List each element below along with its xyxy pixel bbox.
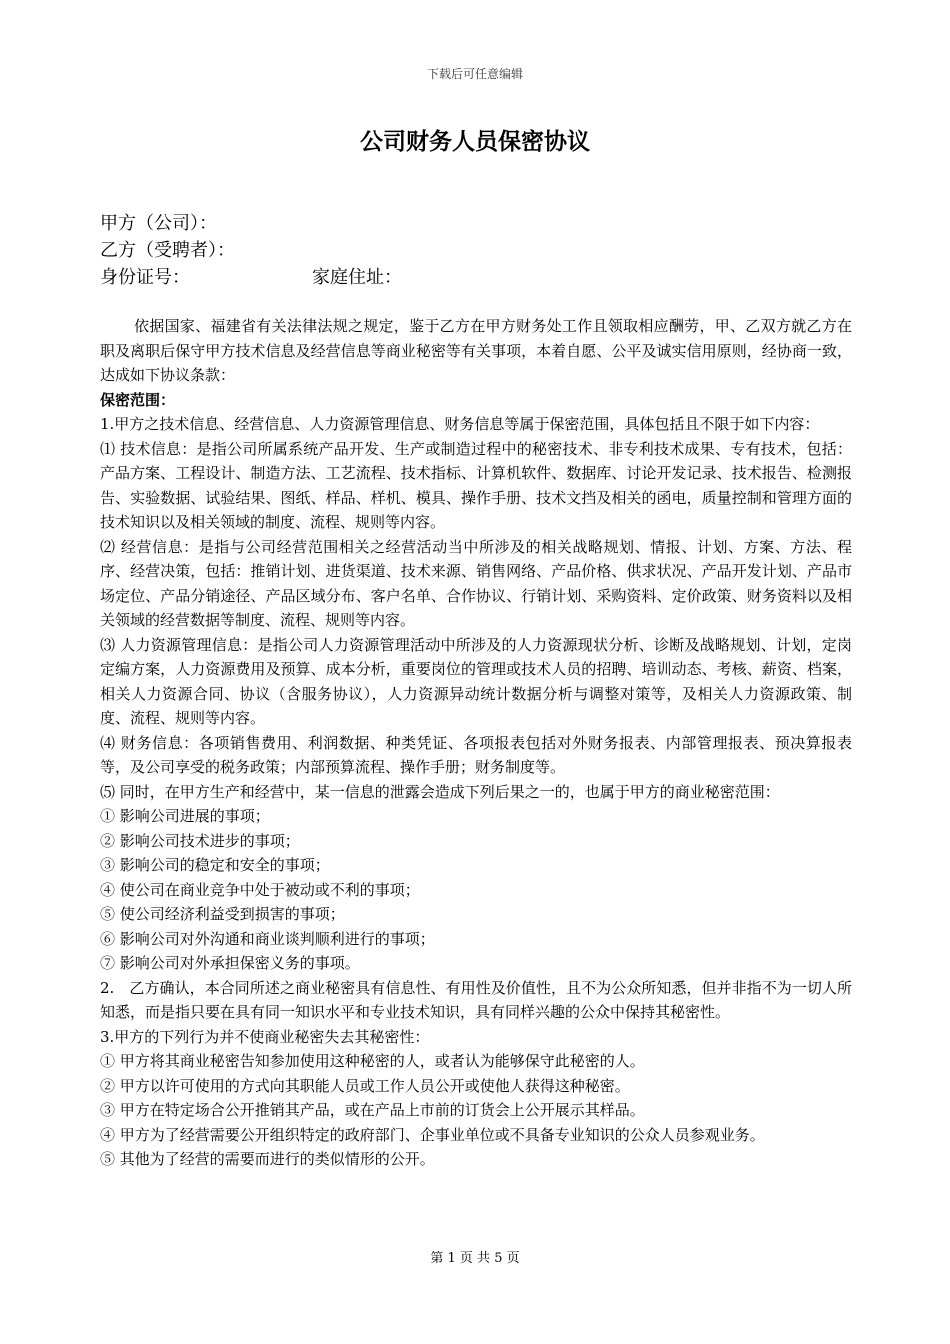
info-item: ⑸ 同时，在甲方生产和经营中，某一信息的泄露会造成下列后果之一的，也属于甲方的商业秘密范围： bbox=[100, 782, 780, 801]
header-note: 下载后可任意编辑 bbox=[426, 67, 523, 81]
consequence-item: ④ 使公司在商业竞争中处于被动或不利的事项； bbox=[100, 880, 420, 899]
scope-heading: 保密范围： bbox=[100, 390, 176, 409]
exception-item: ④ 甲方为了经营需要公开组织特定的政府部门、企事业单位或不具备专业知识的公众人员参观业务。 bbox=[100, 1125, 765, 1144]
info-item: ⑴ 技术信息：是指公司所属系统产品开发、生产或制造过程中的秘密技术、非专利技术成果、专有技术，包括：产品方案、工程设计、制造方法、工艺流程、技术指标、计算机软件、数据库、讨论开发记录、技术报告、检测报告、实验数据、试验结果、图纸、样品、样机、模具、操作手册、技术文挡及相关的函电，质量控制和管理方面的技术知识以及相关领域的制度、流程、规则等内容。 bbox=[100, 439, 852, 531]
parties-block bbox=[100, 210, 860, 291]
exception-item: ⑤ 其他为了经营的需要而进行的类似情形的公开。 bbox=[100, 1150, 435, 1168]
consequence-item: ⑤ 使公司经济利益受到损害的事项； bbox=[100, 905, 345, 923]
info-item: ⑷ 财务信息：各项销售费用、利润数据、种类凭证、各项报表包括对外财务报表、内部管理报表、预决算报表等，及公司享受的税务政策；内部预算流程、操作手册；财务制度等。 bbox=[100, 733, 852, 776]
party-a-line: 甲方（公司）： bbox=[100, 213, 217, 234]
party-b-line: 乙方（受聘者）： bbox=[100, 240, 235, 261]
page-footer: 第 1 页 共 5 页 bbox=[430, 1251, 520, 1266]
exception-item: ② 甲方以许可使用的方式向其职能人员或工作人员公开或使他人获得这种秘密。 bbox=[100, 1076, 630, 1095]
consequence-item: ② 影响公司技术进步的事项； bbox=[100, 831, 300, 850]
id-number-label: 身份证号： bbox=[100, 267, 190, 288]
clause-3: 3.甲方的下列行为并不使商业秘密失去其秘密性： bbox=[100, 1027, 430, 1046]
document-body bbox=[100, 314, 852, 1172]
info-item: ⑶ 人力资源管理信息：是指公司人力资源管理活动中所涉及的人力资源现状分析、诊断及战略规划、计划，定岗定编方案，人力资源费用及预算、成本分析，重要岗位的管理或技术人员的招聘、培训动态、考核、薪资、档案，相关人力资源合同、协议（含服务协议），人力资源异动统计数据分析与调整对策等，及相关人力资源政策、制度、流程、规则等内容。 bbox=[100, 635, 852, 727]
exception-item: ① 甲方将其商业秘密告知参加使用这种秘密的人，或者认为能够保守此秘密的人。 bbox=[100, 1052, 645, 1070]
preamble-paragraph: 依据国家、福建省有关法律法规之规定，鉴于乙方在甲方财务处工作且领取相应酬劳，甲、乙双方就乙方在职及离职后保守甲方技术信息及经营信息等商业秘密等有关事项，本着自愿、公平及诚实信用原则，经协商一致，达成如下协议条款： bbox=[100, 317, 852, 384]
exception-item: ③ 甲方在特定场合公开推销其产品，或在产品上市前的订货会上公开展示其样品。 bbox=[100, 1101, 645, 1119]
home-address-label: 家庭住址： bbox=[312, 267, 402, 288]
consequence-item: ⑥ 影响公司对外沟通和商业谈判顺利进行的事项； bbox=[100, 929, 435, 948]
id-address-line bbox=[100, 264, 860, 291]
consequence-item: ⑦ 影响公司对外承担保密义务的事项。 bbox=[100, 954, 360, 972]
clause-1: 1.甲方之技术信息、经营信息、人力资源管理信息、财务信息等属于保密范围，具体包括且不限于如下内容： bbox=[100, 415, 820, 433]
consequence-item: ① 影响公司进展的事项； bbox=[100, 807, 270, 825]
clause-2: 2. 乙方确认，本合同所述之商业秘密具有信息性、有用性及价值性，且不为公众所知悉，但并非指不为一切人所知悉，而是指只要在具有同一知识水平和专业技术知识，具有同样兴趣的公众中保持其秘密性。 bbox=[100, 978, 852, 1021]
document-title: 公司财务人员保密协议 bbox=[360, 129, 590, 155]
consequence-item: ③ 影响公司的稳定和安全的事项； bbox=[100, 856, 330, 874]
info-item: ⑵ 经营信息：是指与公司经营范围相关之经营活动当中所涉及的相关战略规划、情报、计划、方案、方法、程序、经营决策，包括：推销计划、进货渠道、技术来源、销售网络、产品价格、供求状况、产品开发计划、产品市场定位、产品分销途径、产品区域分布、客户名单、合作协议、行销计划、采购资料、定价政策、财务资料以及相关领域的经营数据等制度、流程、规则等内容。 bbox=[100, 537, 852, 629]
